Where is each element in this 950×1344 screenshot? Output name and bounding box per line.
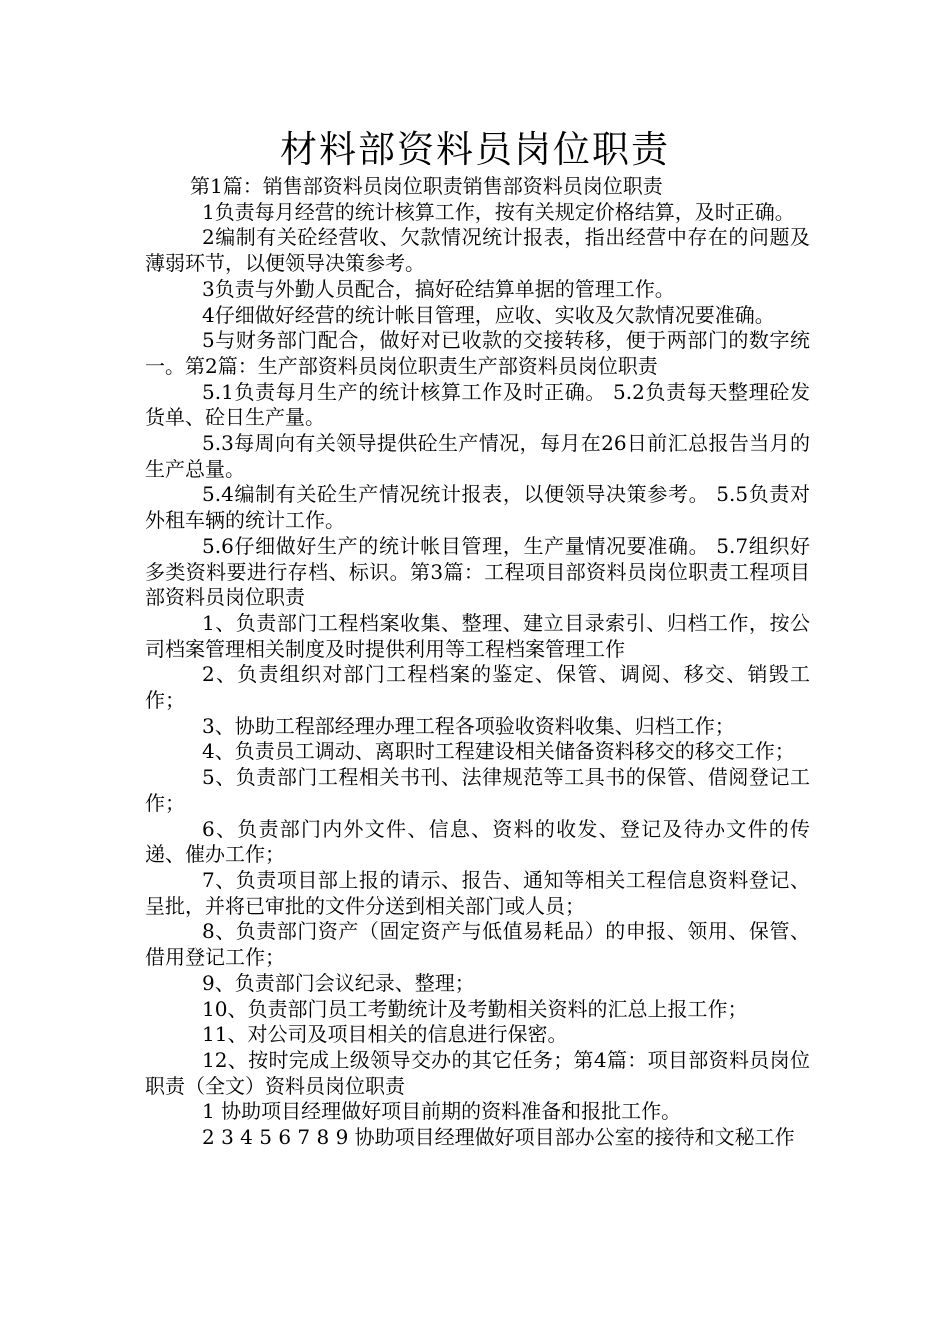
paragraph: 5.1负责每月生产的统计核算工作及时正确。 5.2负责每天整理砼发货单、砼日生产量。: [145, 379, 810, 430]
paragraph: 9、负责部门会议纪录、整理；: [202, 970, 475, 995]
paragraph: 5.4编制有关砼生产情况统计报表，以便领导决策参考。 5.5负责对外租车辆的统计工作。: [145, 482, 810, 533]
paragraph: 4仔细做好经营的统计帐目管理，应收、实收及欠款情况要准确。: [202, 302, 775, 327]
paragraph: 5.3每周向有关领导提供砼生产情况，每月在26日前汇总报告当月的生产总量。: [145, 431, 810, 481]
paragraph: 3、协助工程部经理办理工程各项验收资料收集、归档工作；: [202, 713, 735, 738]
paragraph: 12、按时完成上级领导交办的其它任务；第4篇：项目部资料员岗位职责（全文）资料员岗位职责: [145, 1047, 810, 1098]
paragraph: 5、负责部门工程相关书刊、法律规范等工具书的保管、借阅登记工作；: [145, 765, 810, 815]
document-title: 材料部资料员岗位职责: [280, 128, 670, 171]
paragraph: 2 3 4 5 6 7 8 9 协助项目经理做好项目部办公室的接待和文秘工作: [202, 1125, 795, 1150]
paragraph: 2、负责组织对部门工程档案的鉴定、保管、调阅、移交、销毁工作；: [145, 662, 810, 713]
paragraph: 1 协助项目经理做好项目前期的资料准备和报批工作。: [202, 1099, 682, 1124]
paragraph: 7、负责项目部上报的请示、报告、通知等相关工程信息资料登记、呈批，并将已审批的文件分送到相关部门或人员；: [145, 867, 810, 918]
paragraph: 11、对公司及项目相关的信息进行保密。: [202, 1022, 568, 1047]
paragraph: 5与财务部门配合，做好对已收款的交接转移，便于两部门的数字统一。第2篇：生产部资料员岗位职责生产部资料员岗位职责: [145, 328, 810, 378]
paragraph: 6、负责部门内外文件、信息、资料的收发、登记及待办文件的传递、催办工作；: [145, 816, 810, 867]
paragraph: 2编制有关砼经营收、欠款情况统计报表，指出经营中存在的问题及薄弱环节，以便领导决策参考。: [145, 225, 810, 276]
paragraph: 10、负责部门员工考勤统计及考勤相关资料的汇总上报工作；: [202, 996, 748, 1021]
paragraph: 4、负责员工调动、离职时工程建设相关储备资料移交的移交工作；: [202, 739, 795, 764]
paragraph: 5.6仔细做好生产的统计帐目管理，生产量情况要准确。 5.7组织好多类资料要进行存档、标识。第3篇：工程项目部资料员岗位职责工程项目部资料员岗位职责: [145, 533, 810, 610]
paragraph: 第1篇：销售部资料员岗位职责销售部资料员岗位职责: [190, 174, 663, 198]
document-body: [145, 174, 810, 1151]
paragraph: 1负责每月经营的统计核算工作，按有关规定价格结算，及时正确。: [202, 199, 795, 224]
paragraph: 8、负责部门资产（固定资产与低值易耗品）的申报、领用、保管、借用登记工作；: [145, 919, 810, 970]
paragraph: 1、负责部门工程档案收集、整理、建立目录索引、归档工作，按公司档案管理相关制度及时提供利用等工程档案管理工作: [145, 610, 810, 661]
paragraph: 3负责与外勤人员配合，搞好砼结算单据的管理工作。: [202, 276, 675, 301]
